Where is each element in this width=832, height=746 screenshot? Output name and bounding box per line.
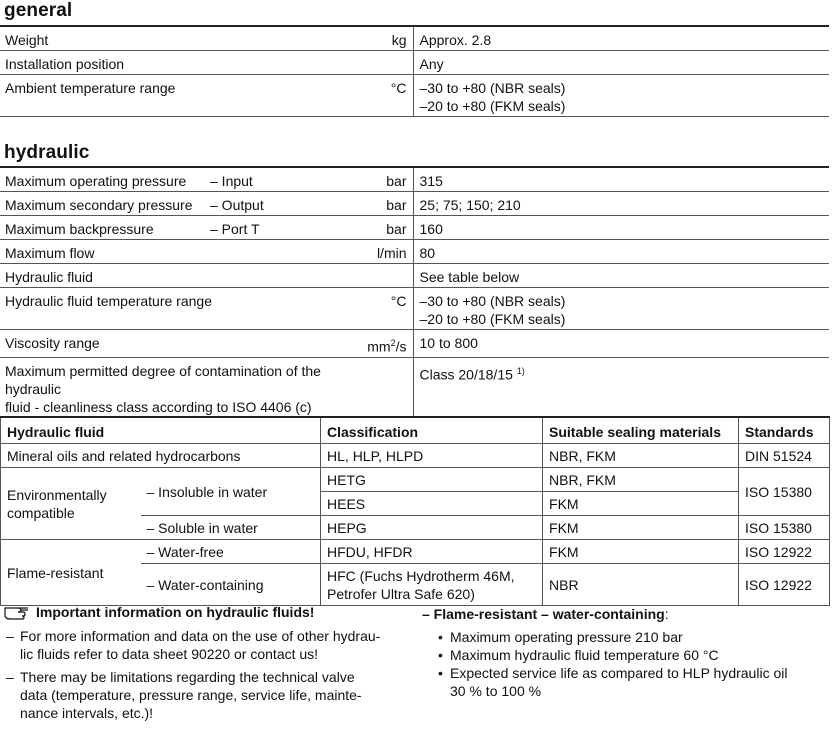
note-line: lic fluids refer to data sheet 90220 or contact us! (20, 646, 319, 662)
fluid-classification: HETG (321, 468, 543, 492)
spec-unit: °C (340, 75, 413, 117)
spec-value: 10 to 800 (413, 330, 829, 358)
spec-label: Weight (0, 26, 340, 51)
note-line: data (temperature, pressure range, service life, mainte- (20, 687, 362, 703)
spec-value (413, 75, 829, 117)
unit-tail: /s (395, 338, 407, 355)
notes2-list (422, 628, 822, 700)
spec-value-text: Class 20/18/15 (419, 366, 513, 383)
fluid-classification: HEPG (321, 516, 543, 540)
spec-unit: l/min (340, 240, 413, 264)
table-row (0, 192, 829, 216)
table-row (0, 357, 829, 417)
spec-label (0, 357, 340, 417)
unit-superscript: 2 (390, 338, 396, 348)
spec-label: Hydraulic fluid temperature range (0, 288, 340, 330)
spec-label-line: Maximum permitted degree of contamination of the hydraulic (5, 362, 321, 397)
fluid-subgroup: – Water-containing (141, 564, 321, 606)
spec-value: See table below (413, 264, 829, 288)
fluid-classification: HFDU, HFDR (321, 540, 543, 564)
spec-label: Maximum backpressure (0, 216, 210, 240)
spec-unit: bar (340, 216, 413, 240)
fluid-seal: NBR, FKM (543, 468, 739, 492)
notes2-title: – Flame-resistant – water-containing (422, 606, 665, 622)
fluid-group-name (1, 468, 141, 540)
spec-label: Maximum operating pressure (0, 167, 210, 192)
fluid-seal: NBR, FKM (543, 444, 739, 468)
fluid-classification: HEES (321, 492, 543, 516)
table-row (0, 51, 829, 75)
spec-unit: °C (340, 288, 413, 330)
fluid-classification: HL, HLP, HLPD (321, 444, 543, 468)
column-header: Classification (321, 417, 543, 444)
fluid-classification-line: Petrofer Ultra Safe 620) (327, 586, 475, 602)
table-row (1, 444, 830, 468)
table-row (0, 75, 829, 117)
fluid-standard: ISO 15380 (739, 468, 830, 516)
spec-value: Approx. 2.8 (413, 26, 829, 51)
table-row (1, 468, 830, 492)
fluid-group-name: Flame-resistant (1, 540, 141, 606)
spec-value: 315 (413, 167, 829, 192)
fluid-standard: ISO 15380 (739, 516, 830, 540)
spec-label: Viscosity range (0, 330, 340, 358)
note-line: – There may be limitations regarding the technical valve (20, 669, 355, 685)
general-table (0, 25, 829, 117)
table-row (0, 216, 829, 240)
column-header: Standards (739, 417, 830, 444)
note-line: • Maximum operating pressure 210 bar (450, 629, 683, 645)
spec-label: Maximum flow (0, 240, 340, 264)
list-item (422, 628, 822, 646)
spec-value: Any (413, 51, 829, 75)
spec-unit: bar (340, 167, 413, 192)
fluid-name: Mineral oils and related hydrocarbons (1, 444, 321, 468)
spec-value: 80 (413, 240, 829, 264)
pointing-hand-icon (4, 604, 30, 620)
list-item (4, 627, 404, 663)
notes-heading (4, 603, 404, 621)
notes-list (4, 627, 404, 722)
fluid-standard: ISO 12922 (739, 540, 830, 564)
list-item (4, 668, 404, 722)
hydraulic-fluids-table (0, 416, 830, 606)
fluid-seal: NBR (543, 564, 739, 606)
flame-resistant-notes (422, 605, 822, 700)
hydraulic-section-title: hydraulic (4, 142, 90, 163)
spec-unit (340, 357, 413, 417)
spec-value (413, 357, 829, 417)
note-line: • Expected service life as compared to HLP hydraulic oil (450, 665, 788, 681)
spec-value-line: –20 to +80 (FKM seals) (419, 311, 566, 327)
fluid-standard: DIN 51524 (739, 444, 830, 468)
fluid-seal: FKM (543, 492, 739, 516)
fluid-subgroup: – Insoluble in water (141, 468, 321, 516)
table-row (0, 167, 829, 192)
table-header-row (1, 417, 830, 444)
fluid-seal: FKM (543, 540, 739, 564)
notes-title: Important information on hydraulic fluids! (36, 604, 315, 620)
table-row (0, 26, 829, 51)
list-item (422, 646, 822, 664)
footnote-ref: 1) (516, 365, 525, 376)
table-row (0, 330, 829, 358)
notes2-colon: : (664, 606, 669, 622)
spec-sublabel: – Output (210, 192, 340, 216)
spec-value: 25; 75; 150; 210 (413, 192, 829, 216)
spec-label: Hydraulic fluid (0, 264, 340, 288)
table-row (1, 540, 830, 564)
fluid-group-name-line: Environmentally (7, 487, 107, 503)
spec-value (413, 288, 829, 330)
spec-sublabel: – Input (210, 167, 340, 192)
table-row (0, 288, 829, 330)
spec-label: Maximum secondary pressure (0, 192, 210, 216)
spec-label-line: fluid - cleanliness class according to ISO 4406 (c) (5, 398, 312, 415)
spec-unit: bar (340, 192, 413, 216)
column-header: Hydraulic fluid (1, 417, 321, 444)
note-line: 30 % to 100 % (450, 683, 542, 699)
spec-unit (340, 264, 413, 288)
list-item (422, 664, 822, 700)
spec-value-line: –30 to +80 (NBR seals) (419, 293, 566, 309)
table-row (0, 264, 829, 288)
spec-unit: kg (340, 26, 413, 51)
spec-unit (340, 51, 413, 75)
spec-sublabel: – Port T (210, 216, 340, 240)
fluid-standard: ISO 12922 (739, 564, 830, 606)
fluid-classification-line: HFC (Fuchs Hydrotherm 46M, (327, 568, 515, 584)
table-row (0, 240, 829, 264)
column-header: Suitable sealing materials (543, 417, 739, 444)
fluid-classification (321, 564, 543, 606)
spec-value-line: –30 to +80 (NBR seals) (419, 80, 566, 96)
spec-label: Ambient temperature range (0, 75, 340, 117)
fluid-subgroup: – Water-free (141, 540, 321, 564)
hydraulic-table (0, 166, 829, 418)
spec-value-line: –20 to +80 (FKM seals) (419, 98, 566, 114)
general-section-title: general (4, 0, 73, 21)
unit-base: mm (367, 338, 391, 355)
fluid-group-name-line: compatible (7, 505, 75, 521)
important-notes (4, 603, 404, 727)
note-line: – For more information and data on the use of other hydrau- (20, 628, 381, 644)
note-line: nance intervals, etc.)! (20, 705, 154, 721)
spec-value: 160 (413, 216, 829, 240)
note-line: • Maximum hydraulic fluid temperature 60 °C (450, 647, 719, 663)
fluid-subgroup: – Soluble in water (141, 516, 321, 540)
notes2-heading (422, 605, 822, 623)
spec-label: Installation position (0, 51, 340, 75)
spec-unit (340, 330, 413, 358)
fluid-seal: FKM (543, 516, 739, 540)
